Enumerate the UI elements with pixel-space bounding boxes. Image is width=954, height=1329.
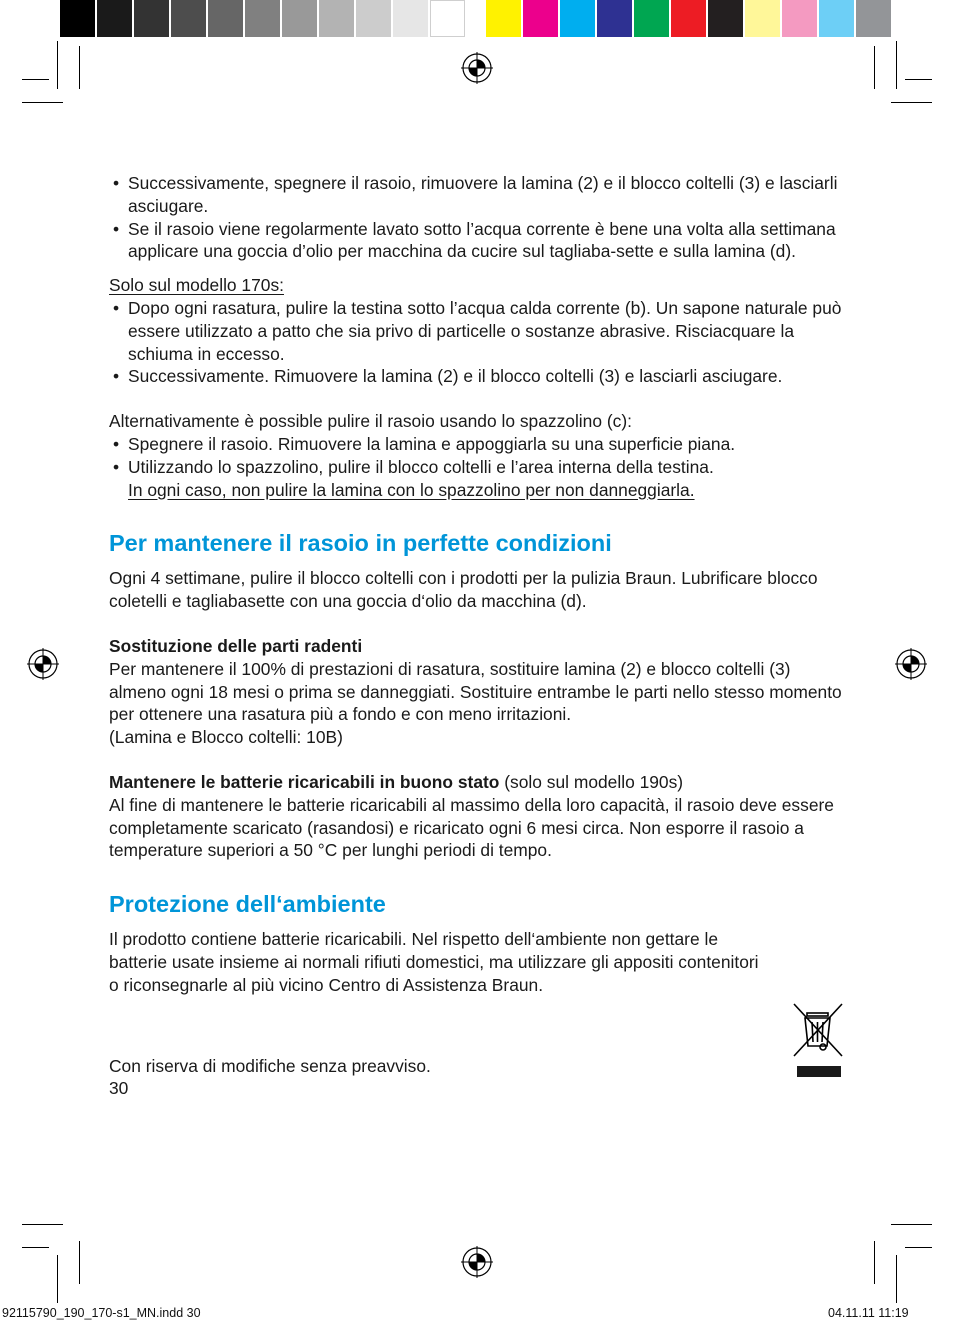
list-item-text: Utilizzando lo spazzolino, pulire il blocco coltelli e l’area interna della testina.: [128, 456, 714, 477]
page-number: 30: [109, 1078, 129, 1099]
maintenance-heading: Per mantenere il rasoio in perfette condizioni: [109, 530, 612, 557]
color-swatch: [819, 0, 854, 37]
color-swatch: [430, 0, 465, 37]
color-swatch: [560, 0, 595, 37]
crossed-out-wheelie-bin-icon: [790, 1000, 846, 1080]
color-swatch: [356, 0, 391, 37]
color-swatch: [60, 0, 95, 37]
color-swatch: [634, 0, 669, 37]
battery-model-note: (solo sul modello 190s): [499, 771, 684, 792]
model-170s-label: Solo sul modello 170s:: [109, 275, 284, 296]
environment-text: Il prodotto contiene batterie ricaricabili. Nel rispetto dell‘ambiente non gettare le batterie usate insieme ai normali rifiuti domestici, ma utilizzare gli appositi contenitori o riconsegnarle al più vicino Centro di Assistenza Braun.: [109, 929, 759, 995]
color-swatch: [671, 0, 706, 37]
change-notice: Con riserva di modifiche senza preavviso.: [109, 1055, 431, 1076]
brush-cleaning-list: [109, 433, 844, 501]
color-swatch: [319, 0, 354, 37]
replacement-text: Per mantenere il 100% di prestazioni di rasatura, sostituire lamina (2) e blocco coltelli (3) almeno ogni 18 mesi o prima se danneggiati. Sostituire entrambe le parti nello stesso momento per ottenere una rasatura più a fondo e con meno irritazioni.: [109, 658, 842, 725]
registration-mark-icon: [27, 648, 59, 680]
list-item: • Se il rasoio viene regolarmente lavato sotto l’acqua corrente è bene una volta alla settimana applicare una goccia d’olio per macchina da cucire sul tagliaba-sette e sulla lamina (d).: [109, 218, 844, 264]
color-swatch: [134, 0, 169, 37]
environment-heading: Protezione dell‘ambiente: [109, 891, 386, 918]
warning-note: In ogni caso, non pulire la lamina con lo spazzolino per non danneggiarla.: [128, 479, 695, 500]
color-swatch: [523, 0, 558, 37]
color-swatch: [856, 0, 891, 37]
list-item: • Dopo ogni rasatura, pulire la testina sotto l’acqua calda corrente (b). Un sapone naturale può essere utilizzato a patto che sia privo di particelle o sostanze abrasive. Risciacquare la schiuma in eccesso.: [109, 297, 844, 365]
replacement-title: Sostituzione delle parti radenti: [109, 635, 363, 656]
list-item: [109, 456, 844, 502]
registration-mark-icon: [895, 648, 927, 680]
list-item: • Successivamente. Rimuovere la lamina (2) e il blocco coltelli (3) e lasciarli asciugare.: [109, 365, 844, 388]
page-content: [109, 172, 844, 1100]
cleaning-steps-list: [109, 172, 844, 263]
color-swatch: [97, 0, 132, 37]
color-swatch: [597, 0, 632, 37]
file-name: 92115790_190_170-s1_MN.indd 30: [2, 1306, 201, 1320]
maintenance-text: Ogni 4 settimane, pulire il blocco coltelli con i prodotti per la pulizia Braun. Lubrificare blocco coletelli e tagliabasette con una goccia d‘olio da macchina (d).: [109, 568, 818, 612]
color-swatch: [208, 0, 243, 37]
color-swatch: [782, 0, 817, 37]
battery-title-line: [109, 771, 844, 794]
model-170s-list: [109, 297, 844, 388]
color-swatch: [393, 0, 428, 37]
battery-title: Mantenere le batterie ricaricabili in buono stato: [109, 771, 500, 792]
list-item: • Successivamente, spegnere il rasoio, rimuovere la lamina (2) e il blocco coltelli (3) e lasciarli asciugare.: [109, 172, 844, 218]
replacement-parts: (Lamina e Blocco coltelli: 10B): [109, 727, 343, 748]
color-swatch: [171, 0, 206, 37]
color-swatch: [708, 0, 743, 37]
battery-text: Al fine di mantenere le batterie ricaricabili al massimo della loro capacità, il rasoio deve essere completamente scaricato (rasandosi) e ricaricato ogni 6 mesi circa. Non esporre il rasoio a temperature superiori a 50 °C per lunghi periodi di tempo.: [109, 794, 834, 861]
color-swatch: [245, 0, 280, 37]
color-swatch: [745, 0, 780, 37]
print-date-time: 04.11.11 11:19: [828, 1306, 909, 1320]
color-swatch: [282, 0, 317, 37]
list-item: • Spegnere il rasoio. Rimuovere la lamina e appoggiarla su una superficie piana.: [109, 433, 844, 456]
registration-mark-icon: [461, 1246, 493, 1278]
alternative-intro: Alternativamente è possible pulire il rasoio usando lo spazzolino (c):: [109, 411, 632, 432]
color-swatch: [486, 0, 521, 37]
registration-mark-icon: [461, 52, 493, 84]
